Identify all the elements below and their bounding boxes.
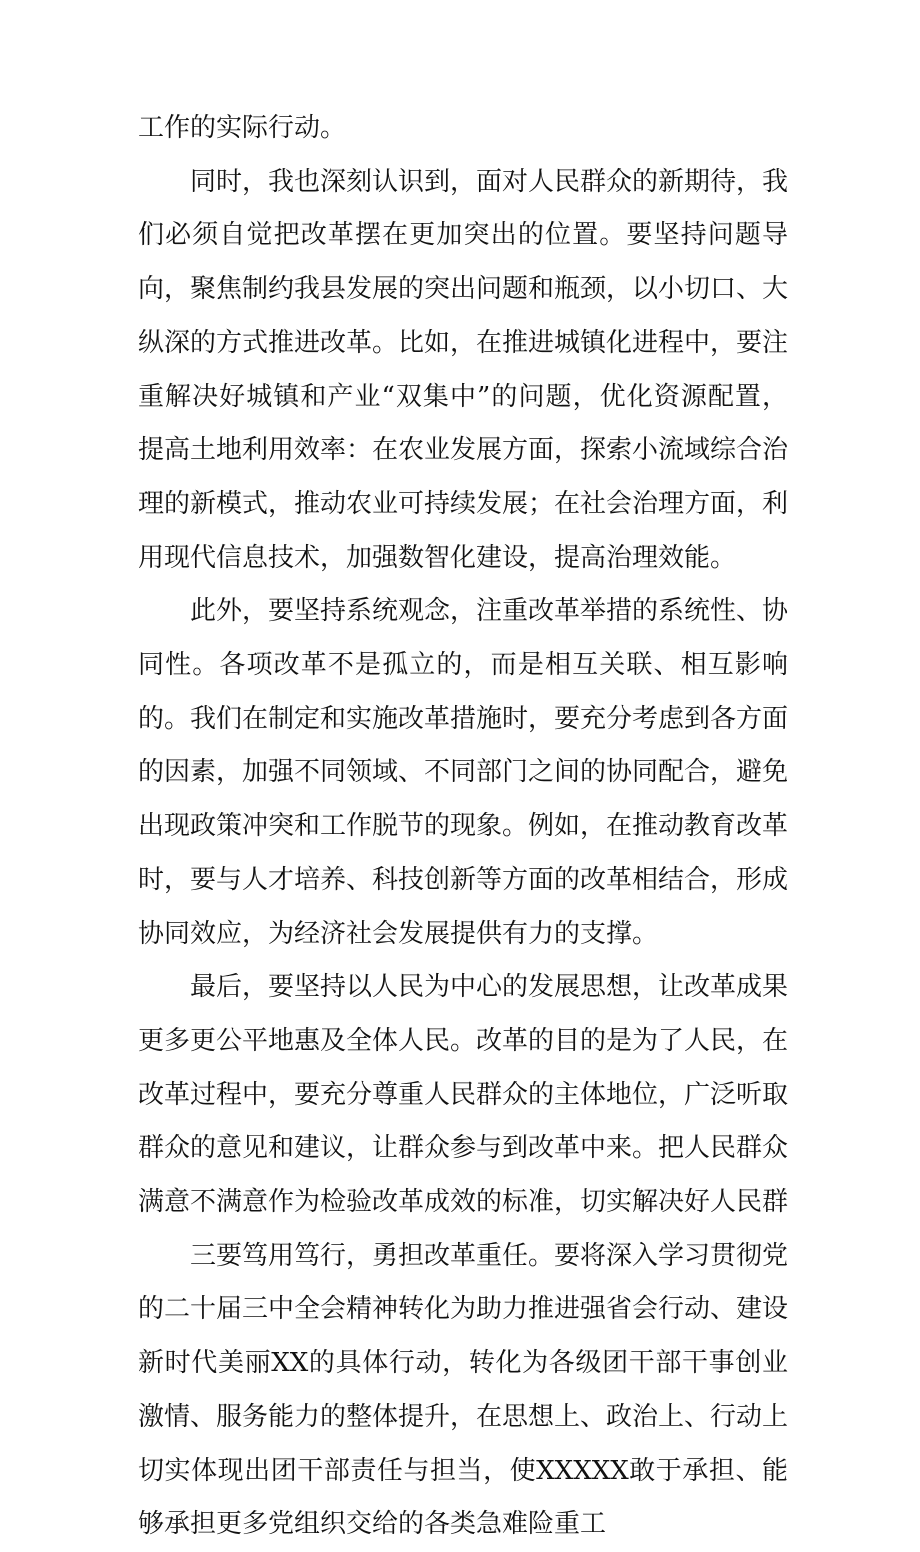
- paragraph-continuation: 工作的实际行动。: [138, 113, 347, 143]
- paragraph-reform-priority: 同时，我也深刻认识到，面对人民群众的新期待，我们必须自觉把改革摆在更加突出的位置。要坚持问题导向，聚焦制约我县发展的突出问题和瓶颈，以小切口、大纵深的方式推进改革。比如，在推进城镇化进程中，要注重解决好城镇和产业“双集中”的问题，优化资源配置，提高土地利用效率：在农业发展方面，探索小流域综合治理的新模式，推动农业可持续发展；在社会治理方面，利用现代信息技术，加强数智化建设，提高治理效能。: [138, 166, 789, 573]
- paragraph-system-view: 此外，要坚持系统观念，注重改革举措的系统性、协同性。各项改革不是孤立的，而是相互关联、相互影响的。我们在制定和实施改革措施时，要充分考虑到各方面的因素，加强不同领域、不同部门之间的协同配合，避免出现政策冲突和工作脱节的现象。例如，在推动教育改革时，要与人才培养、科技创新等方面的改革相结合，形成协同效应，为经济社会发展提供有力的支撑。: [138, 596, 789, 949]
- document-body: [138, 102, 788, 1552]
- paragraph-people-centered: 最后，要坚持以人民为中心的发展思想，让改革成果更多更公平地惠及全体人民。改革的目的是为了人民，在改革过程中，要充分尊重人民群众的主体地位，广泛听取群众的意见和建议，让群众参与到改革中来。把人民群众满意不满意作为检验改革成效的标准，切实解决好人民群: [138, 972, 789, 1218]
- paragraph-take-responsibility: 三要笃用笃行，勇担改革重任。要将深入学习贯彻党的二十届三中全会精神转化为助力推进强省会行动、建设新时代美丽XX的具体行动，转化为各级团干部干事创业激情、服务能力的整体提升，在思想上、政治上、行动上切实体现出团干部责任与担当，使XXXXX敢于承担、能够承担更多党组织交给的各类急难险重工: [138, 1240, 789, 1540]
